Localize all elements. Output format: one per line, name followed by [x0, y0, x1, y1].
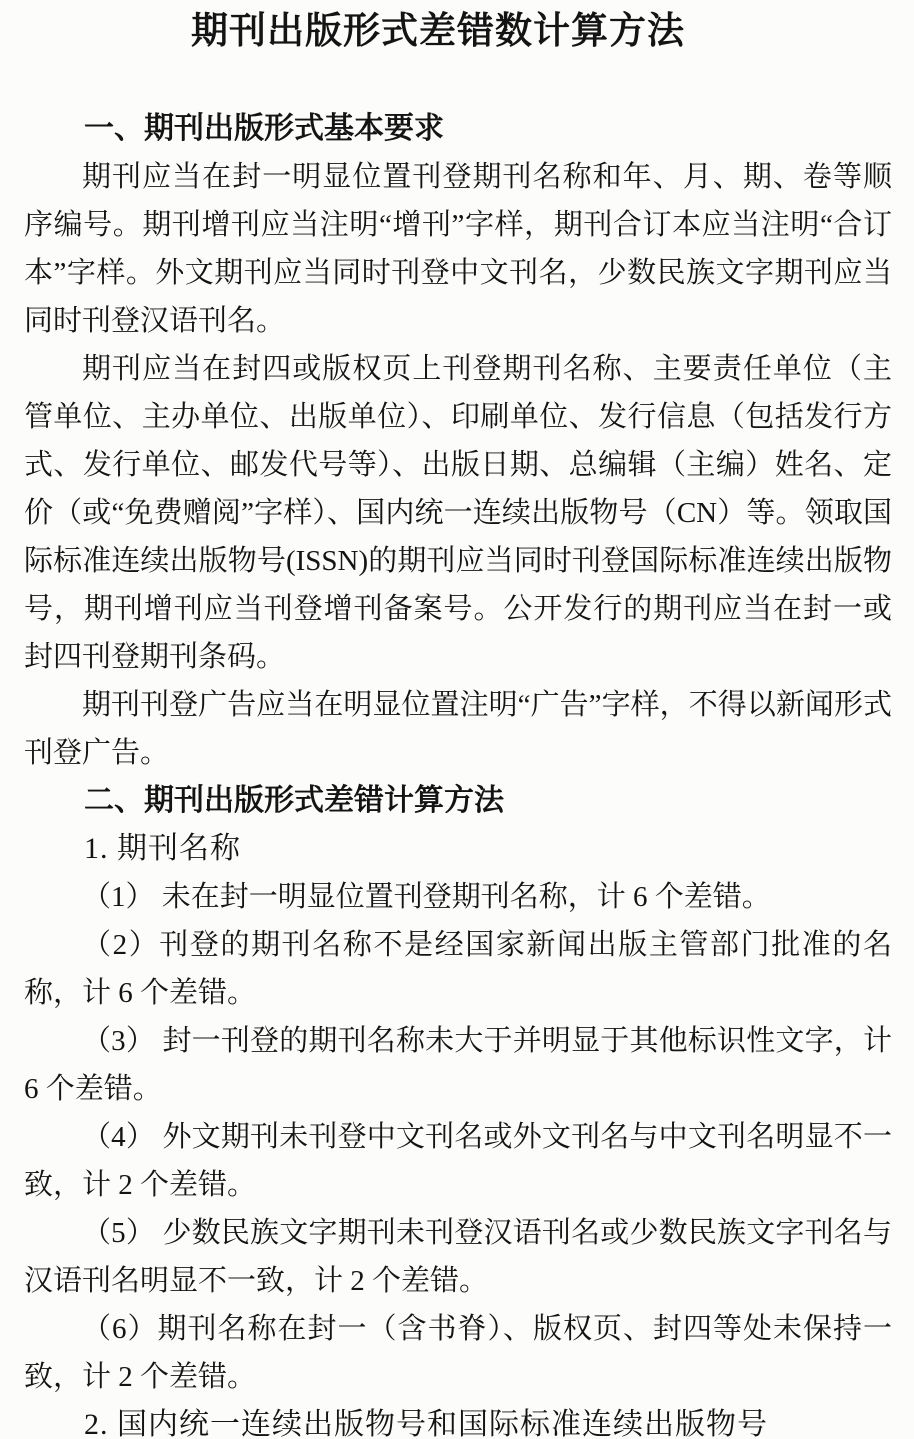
section-2-heading: 二、期刊出版形式差错计算方法 — [84, 784, 504, 817]
rule-item-5: （5） 少数民族文字期刊未刊登汉语刊名或少数民族文字刊名与汉语刊名明显不一致，计 2 个差错。 — [24, 1217, 892, 1297]
rule-item-6: （6）期刊名称在封一（含书脊）、版权页、封四等处未保持一致，计 2 个差错。 — [24, 1313, 892, 1393]
rule-item-4: （4） 外文期刊未刊登中文刊名或外文刊名与中文刊名明显不一致，计 2 个差错。 — [24, 1121, 892, 1201]
section-1-paragraph-1: 期刊应当在封一明显位置刊登期刊名称和年、月、期、卷等顺序编号。期刊增刊应当注明“增刊”字样，期刊合订本应当注明“合订本”字样。外文期刊应当同时刊登中文刊名，少数民族文字期刊应当同时刊登汉语刊名。 — [24, 161, 892, 337]
section-1-heading: 一、期刊出版形式基本要求 — [84, 112, 444, 145]
rule-item-3: （3） 封一刊登的期刊名称未大于并明显于其他标识性文字，计 6 个差错。 — [24, 1025, 892, 1105]
rule-item-2: （2）刊登的期刊名称不是经国家新闻出版主管部门批准的名称，计 6 个差错。 — [24, 929, 892, 1009]
document-title: 期刊出版形式差错数计算方法 — [191, 11, 685, 52]
subsection-1-heading: 1. 期刊名称 — [84, 832, 241, 865]
section-1-paragraph-2: 期刊应当在封四或版权页上刊登期刊名称、主要责任单位（主管单位、主办单位、出版单位）、印刷单位、发行信息（包括发行方式、发行单位、邮发代号等）、出版日期、总编辑（主编）姓名、定价（或“免费赠阅”字样）、国内统一连续出版物号（CN）等。领取国际标准连续出版物号(ISSN)的期刊应当同时刊登国际标准连续出版物号，期刊增刊应当刊登增刊备案号。公开发行的期刊应当在封一或封四刊登期刊条码。 — [24, 353, 892, 673]
section-1-paragraph-3: 期刊刊登广告应当在明显位置注明“广告”字样，不得以新闻形式刊登广告。 — [24, 689, 892, 769]
rule-item-1: （1） 未在封一明显位置刊登期刊名称，计 6 个差错。 — [82, 881, 771, 913]
subsection-2-heading: 2. 国内统一连续出版物号和国际标准连续出版物号 — [84, 1408, 768, 1439]
